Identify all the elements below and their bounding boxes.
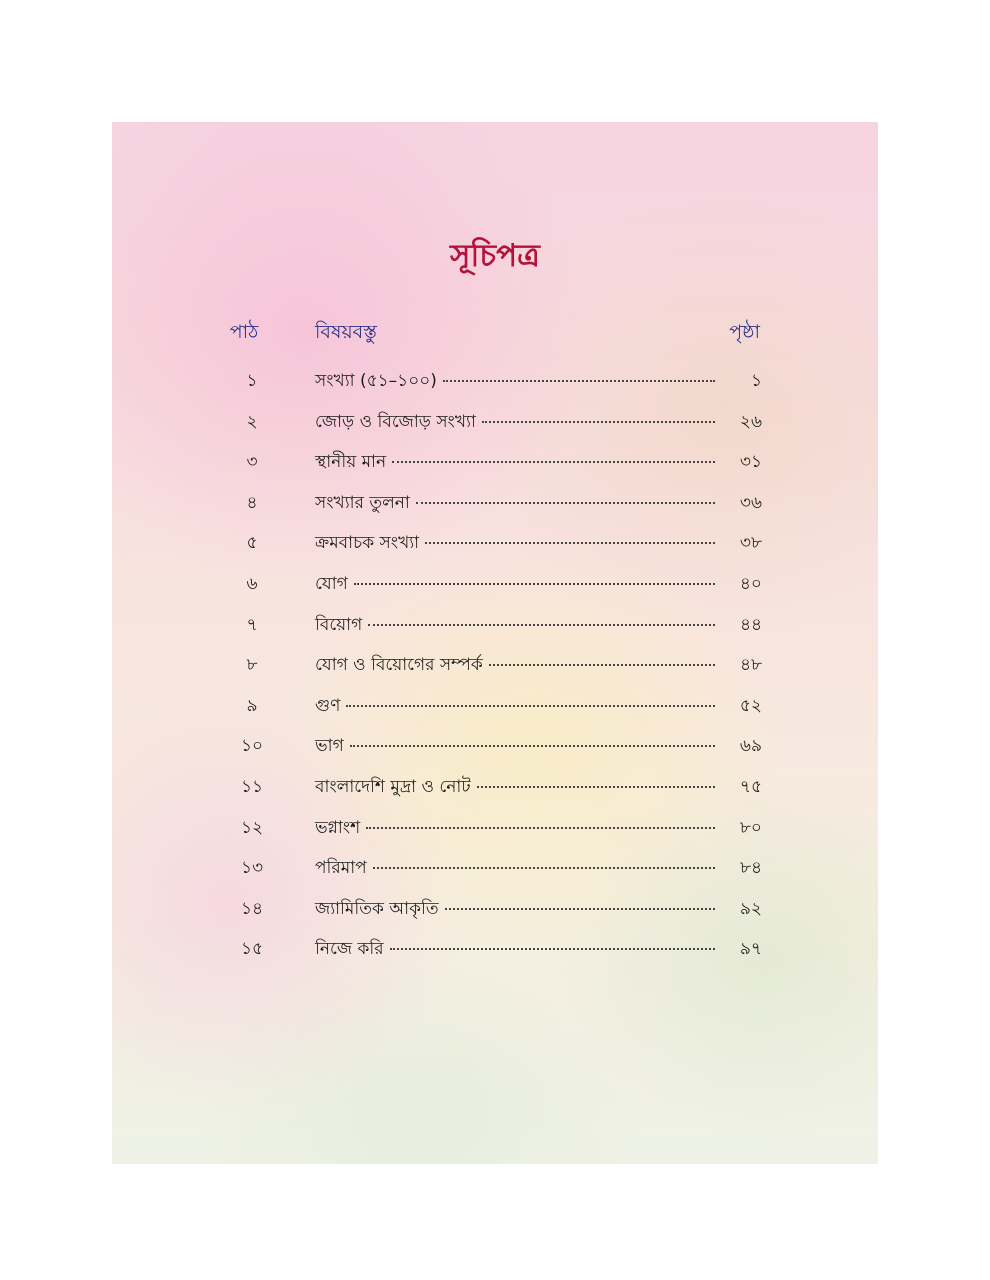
page-number: ৪০	[739, 573, 762, 594]
toc-row	[112, 484, 878, 525]
page-number: ৭৫	[739, 776, 762, 797]
toc-row	[112, 849, 878, 890]
toc-row	[112, 403, 878, 444]
dot-leader	[366, 827, 715, 829]
dot-leader	[482, 421, 715, 423]
page-number: ৩৬	[739, 492, 762, 513]
toc-row	[112, 524, 878, 565]
toc-row	[112, 930, 878, 971]
page-number: ৩১	[739, 452, 762, 473]
topic-title: বিয়োগ	[315, 614, 363, 635]
toc-entry	[315, 490, 715, 516]
topic-title: স্থানীয় মান	[315, 452, 387, 473]
topic-title: গুণ	[315, 695, 341, 716]
topic-title: জ্যামিতিক আকৃতি	[315, 898, 439, 919]
topic-title: জোড় ও বিজোড় সংখ্যা	[315, 411, 476, 432]
toc-entry	[315, 855, 715, 881]
toc-row	[112, 565, 878, 606]
lesson-number: ৪	[246, 492, 258, 513]
toc-entry	[315, 571, 715, 597]
lesson-number: ৯	[246, 695, 258, 716]
dot-leader	[390, 948, 715, 950]
topic-title: বাংলাদেশি মুদ্রা ও নোট	[315, 776, 471, 797]
lesson-number: ১২	[240, 817, 264, 838]
dot-leader	[392, 461, 715, 463]
page-number: ৪৪	[739, 614, 762, 635]
page-number: ৮০	[739, 817, 762, 838]
page-title: সূচিপত্র	[450, 238, 540, 274]
toc-entry	[315, 774, 715, 800]
page-number: ৫২	[739, 695, 762, 716]
page-number: ৮৪	[739, 858, 762, 879]
toc-entry	[315, 733, 715, 759]
toc-entry	[315, 368, 715, 394]
lesson-number: ২	[246, 411, 258, 432]
toc-entry	[315, 530, 715, 556]
dot-leader	[368, 624, 715, 626]
lesson-number: ১৫	[240, 939, 264, 960]
toc-row	[112, 768, 878, 809]
dot-leader	[373, 867, 715, 869]
topic-title: পরিমাপ	[315, 858, 367, 879]
toc-row	[112, 809, 878, 850]
lesson-number: ৭	[246, 614, 258, 635]
dot-leader	[350, 745, 715, 747]
topic-title: ভাগ	[315, 736, 344, 757]
dot-leader	[354, 583, 715, 585]
page-number: ৯৭	[739, 939, 762, 960]
topic-title: সংখ্যার তুলনা	[315, 492, 410, 513]
topic-title: সংখ্যা (৫১–১০০)	[315, 371, 437, 391]
topic-title: ভগ্নাংশ	[315, 817, 361, 838]
table-of-contents	[112, 362, 878, 971]
header-lesson: পাঠ	[229, 321, 259, 343]
toc-entry	[315, 612, 715, 638]
toc-row	[112, 890, 878, 931]
toc-row	[112, 606, 878, 647]
toc-row	[112, 443, 878, 484]
dot-leader	[425, 542, 715, 544]
topic-title: ক্রমবাচক সংখ্যা	[315, 533, 420, 554]
dot-leader	[489, 664, 715, 666]
dot-leader	[416, 502, 715, 504]
toc-entry	[315, 449, 715, 475]
page-number: ১	[750, 371, 762, 391]
dot-leader	[477, 786, 715, 788]
toc-row	[112, 727, 878, 768]
page-number: ২৬	[739, 411, 762, 432]
lesson-number: ১৩	[240, 858, 264, 879]
topic-title: যোগ ও বিয়োগের সম্পর্ক	[315, 655, 483, 676]
toc-entry	[315, 815, 715, 841]
lesson-number: ৫	[246, 533, 258, 554]
toc-entry	[315, 936, 715, 962]
dot-leader	[445, 908, 715, 910]
page-number: ৬৯	[739, 736, 762, 757]
dot-leader	[346, 705, 715, 707]
lesson-number: ৬	[246, 573, 258, 594]
topic-title: যোগ	[315, 573, 348, 594]
topic-title: নিজে করি	[315, 939, 384, 960]
header-topic: বিষয়বস্তু	[315, 321, 377, 343]
header-page: পৃষ্ঠা	[729, 321, 760, 343]
page-number: ৩৮	[739, 533, 762, 554]
lesson-number: ১	[246, 371, 258, 391]
lesson-number: ১৪	[240, 898, 264, 919]
toc-entry	[315, 896, 715, 922]
lesson-number: ১০	[240, 736, 264, 757]
toc-row	[112, 687, 878, 728]
toc-entry	[315, 409, 715, 435]
page-number: ৪৮	[739, 655, 762, 676]
lesson-number: ৩	[246, 452, 258, 473]
contents-page	[112, 122, 878, 1164]
dot-leader	[443, 380, 715, 382]
toc-entry	[315, 693, 715, 719]
toc-row	[112, 646, 878, 687]
page-number: ৯২	[739, 898, 762, 919]
toc-entry	[315, 652, 715, 678]
toc-row	[112, 362, 878, 403]
lesson-number: ১১	[240, 776, 264, 797]
lesson-number: ৮	[246, 655, 258, 676]
